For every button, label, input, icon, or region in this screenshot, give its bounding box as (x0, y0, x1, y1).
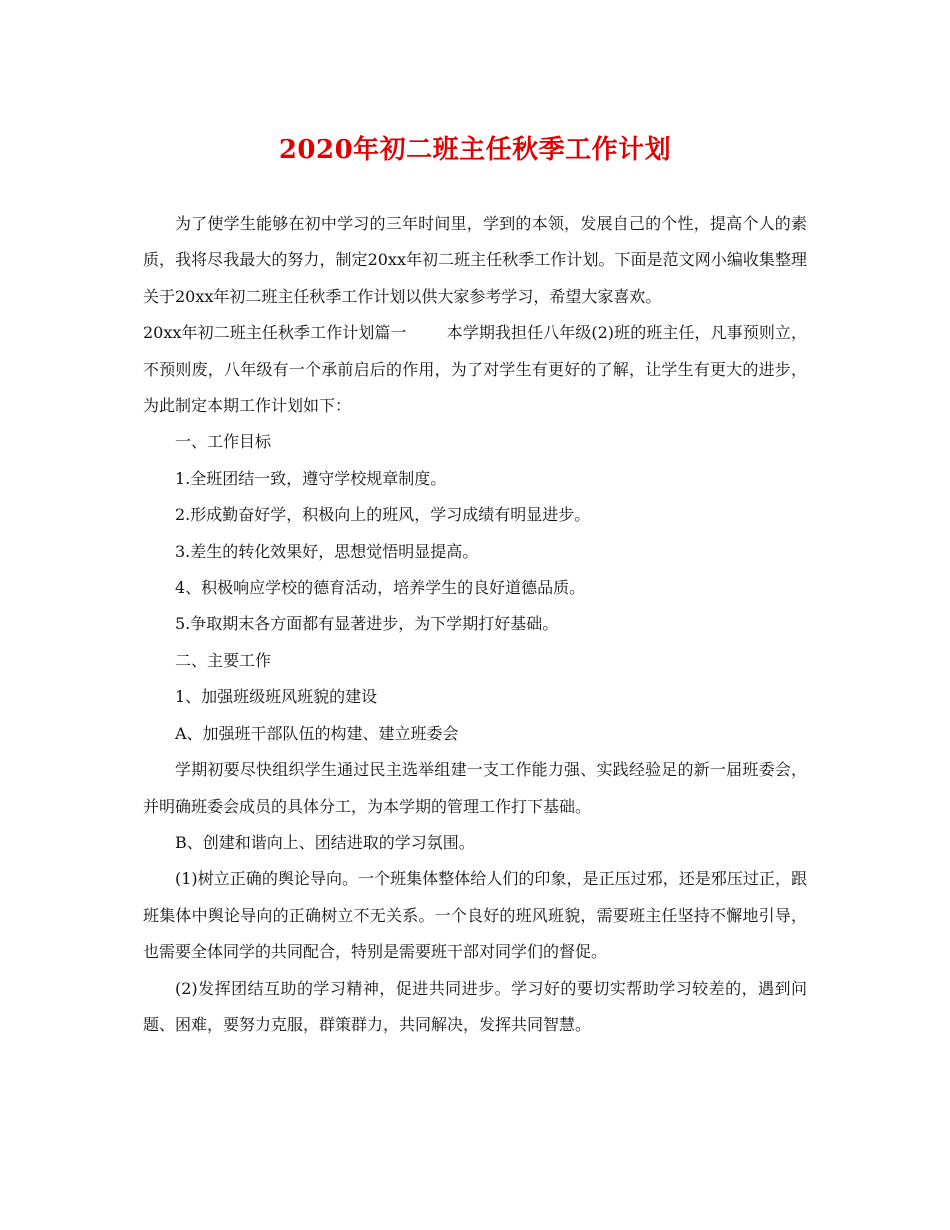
document-title: 2020年初二班主任秋季工作计划 (278, 135, 672, 165)
paragraph-mutual-help: (2)发挥团结互助的学习精神，促进共同进步。学习好的要切实帮助学习较差的，遇到问题、困难，要努力克服，群策群力，共同解决，发挥共同智慧。 (143, 978, 807, 1034)
intro-paragraph: 为了使学生能够在初中学习的三年时间里，学到的本领，发展自己的个性，提高个人的素质，我将尽我最大的努力，制定20xx年初二班主任秋季工作计划。下面是范文网小编收集整理关于20xx年初二班主任秋季工作计划以供大家参考学习，希望大家喜欢。 (143, 214, 807, 306)
goal-item-3: 3.差生的转化效果好，思想觉悟明显提高。 (175, 541, 479, 561)
section-heading-goals: 一、工作目标 (175, 432, 272, 452)
goal-item-4: 4、积极响应学校的德育活动，培养学生的良好道德品质。 (175, 578, 586, 598)
goal-item-1: 1.全班团结一致，遵守学校规章制度。 (175, 468, 447, 488)
plan-section-title: 20xx年初二班主任秋季工作计划篇一 (143, 323, 407, 343)
paragraph-opinion-guidance: (1)树立正确的舆论导向。一个班集体整体给人们的印象，是正压过邪，还是邪压过正，跟班集体中舆论导向的正确树立不无关系。一个良好的班风班貌，需要班主任坚持不懈地引导，也需要全体同学的共同配合，特别是需要班干部对同学们的督促。 (143, 869, 807, 962)
plan-intro-text: 本学期我担任八年级(2)班的班主任，凡事预则立，不预则废，八年级有一个承前启后的作用，为了对学生有更好的了解，让学生有更大的进步，为此制定本期工作计划如下： (143, 323, 807, 416)
goal-item-5: 5.争取期末各方面都有显著进步，为下学期打好基础。 (175, 614, 559, 634)
section-heading-main-work: 二、主要工作 (175, 650, 272, 670)
plan-heading-paragraph (143, 315, 807, 424)
subsection-heading-b: B、创建和谐向上、团结进取的学习氛围。 (175, 832, 475, 852)
subsection-heading-a: A、加强班干部队伍的构建、建立班委会 (175, 723, 459, 743)
document-body (143, 206, 807, 1043)
paragraph-class-committee: 学期初要尽快组织学生通过民主选举组建一支工作能力强、实践经验足的新一届班委会，并明确班委会成员的具体分工，为本学期的管理工作打下基础。 (143, 760, 807, 816)
goal-item-2: 2.形成勤奋好学，积极向上的班风，学习成绩有明显进步。 (175, 505, 591, 525)
subsection-heading-1: 1、加强班级班风班貌的建设 (175, 687, 378, 707)
